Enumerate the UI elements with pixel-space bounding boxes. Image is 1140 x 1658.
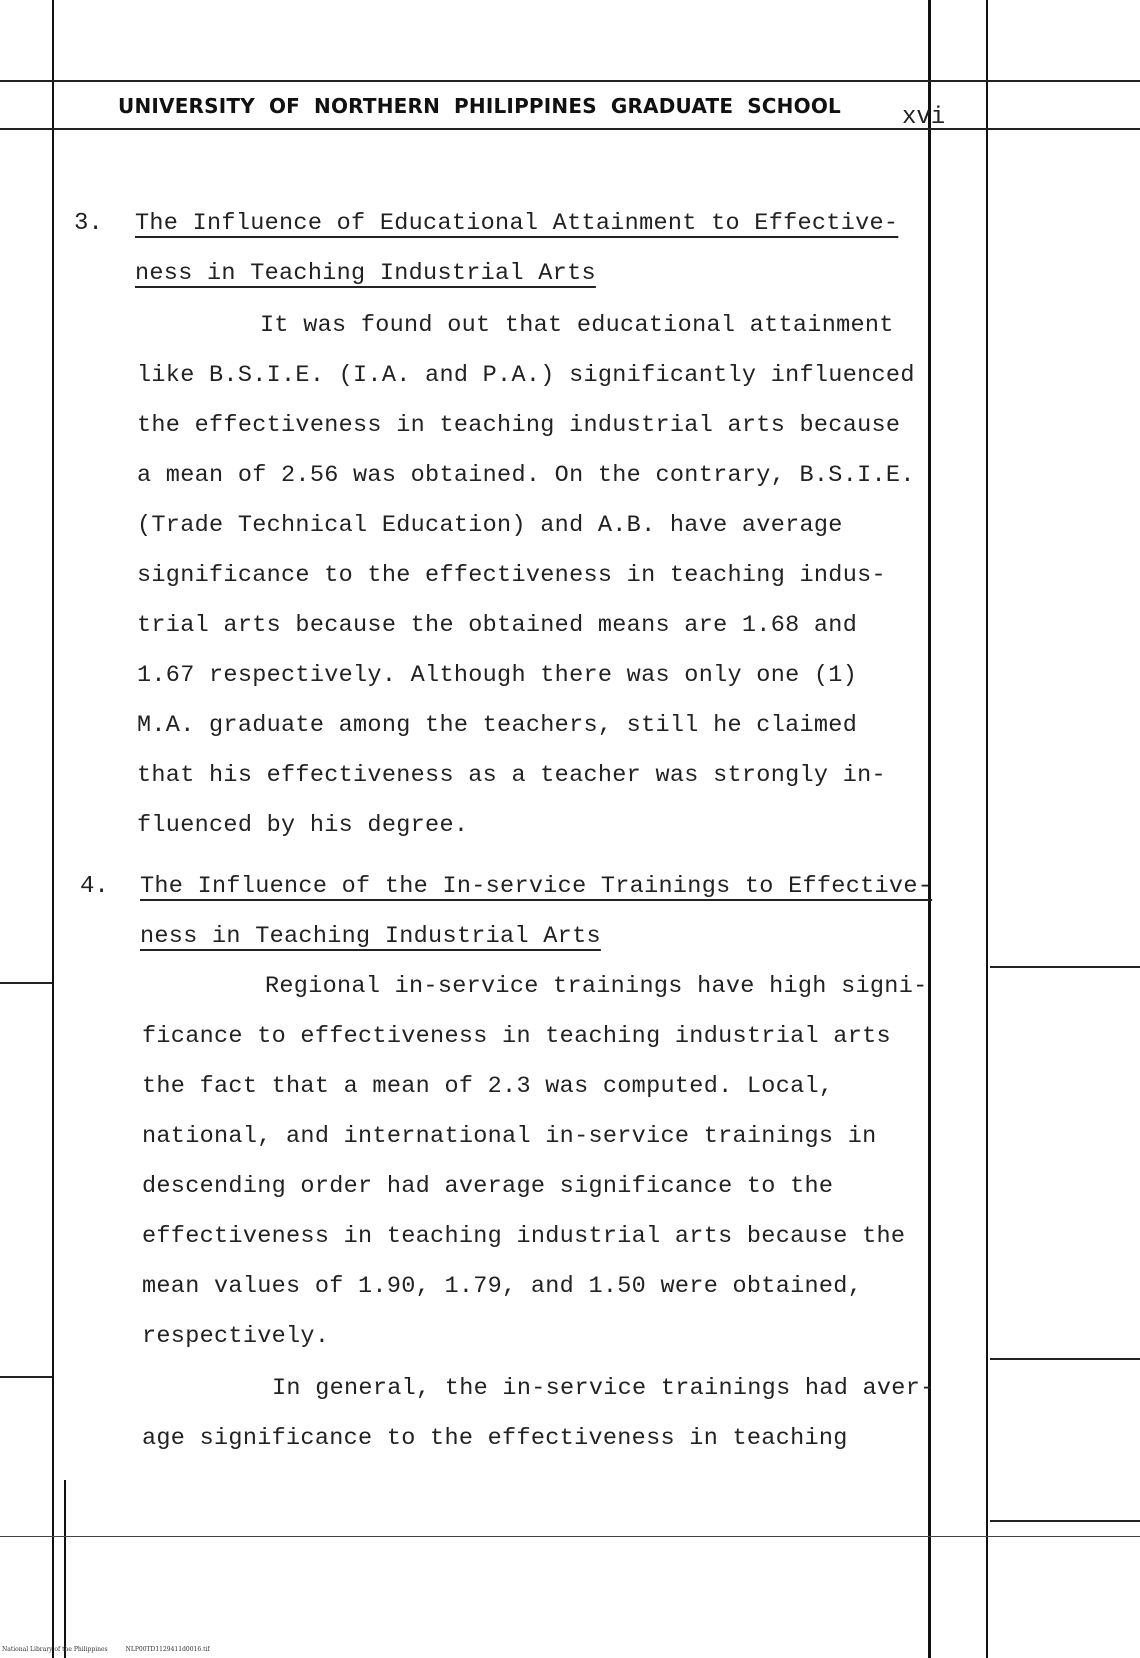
bottom-rule: [0, 1536, 1140, 1537]
section-4-body-line: ficance to effectiveness in teaching industrial arts: [142, 1023, 891, 1050]
section-3-body-line: significance to the effectiveness in teaching indus-: [137, 562, 886, 589]
header-word: SCHOOL: [747, 94, 841, 118]
section-3-body-line: 1.67 respectively. Although there was only one (1): [137, 662, 858, 689]
section-3-body-line: a mean of 2.56 was obtained. On the contrary, B.S.I.E.: [137, 462, 915, 489]
right-lower-rule: [990, 1358, 1140, 1360]
section-4-body-line: descending order had average significance to the: [142, 1173, 834, 1200]
section-4-body-line: age significance to the effectiveness in teaching: [142, 1425, 848, 1452]
section-3-title-line: ness in Teaching Industrial Arts: [135, 260, 596, 287]
page-number: xvi: [902, 104, 946, 131]
section-4-body-line: respectively.: [142, 1323, 330, 1350]
footer-filename: NLP00TD1129411d0016.tif: [125, 1646, 210, 1653]
section-4-title-line: The Influence of the In-service Trainings to Effective-: [140, 873, 933, 900]
header-word: PHILIPPINES: [454, 94, 597, 118]
section-4-number: 4.: [80, 873, 109, 900]
right-margin-line: [928, 0, 931, 1658]
header-bottom-rule: [0, 128, 1140, 130]
left-margin-line: [52, 0, 54, 1658]
section-3-body-line: M.A. graduate among the teachers, still he claimed: [137, 712, 858, 739]
section-4-body-line: Regional in-service trainings have high signi-: [265, 973, 928, 1000]
right-outer-line: [986, 0, 988, 1658]
right-mid-rule: [990, 966, 1140, 968]
section-3-body-line: fluenced by his degree.: [137, 812, 469, 839]
section-4-body-line: national, and international in-service trainings in: [142, 1123, 877, 1150]
left-mid-rule: [0, 982, 52, 984]
section-4-body-line: In general, the in-service trainings had aver-: [272, 1375, 935, 1402]
section-4-body-line: mean values of 1.90, 1.79, and 1.50 were obtained,: [142, 1273, 863, 1300]
right-bottom-rule: [990, 1520, 1140, 1522]
header-top-rule: [0, 80, 1140, 82]
header-word: GRADUATE: [610, 94, 734, 118]
header-word: NORTHERN: [314, 94, 441, 118]
section-3-number: 3.: [74, 210, 103, 237]
footer-library: National Library of the Philippines: [2, 1646, 108, 1653]
header-word: UNIVERSITY: [118, 94, 255, 118]
section-3-body-line: the effectiveness in teaching industrial arts because: [137, 412, 901, 439]
section-3-body-line: trial arts because the obtained means are 1.68 and: [137, 612, 858, 639]
scan-footer: [2, 1646, 228, 1653]
running-header: [118, 94, 855, 118]
section-4-title-line: ness in Teaching Industrial Arts: [140, 923, 601, 950]
section-3-title-line: The Influence of Educational Attainment to Effective-: [135, 210, 899, 237]
left-lower-rule: [0, 1376, 52, 1378]
section-3-body-line: that his effectiveness as a teacher was strongly in-: [137, 762, 886, 789]
section-3-body-line: It was found out that educational attainment: [260, 312, 894, 339]
section-3-body-line: (Trade Technical Education) and A.B. have average: [137, 512, 843, 539]
left-inner-line: [64, 1480, 66, 1658]
header-word: OF: [268, 94, 301, 118]
section-3-body-line: like B.S.I.E. (I.A. and P.A.) significantly influenced: [137, 362, 915, 389]
section-4-body-line: effectiveness in teaching industrial arts because the: [142, 1223, 906, 1250]
section-4-body-line: the fact that a mean of 2.3 was computed. Local,: [142, 1073, 834, 1100]
